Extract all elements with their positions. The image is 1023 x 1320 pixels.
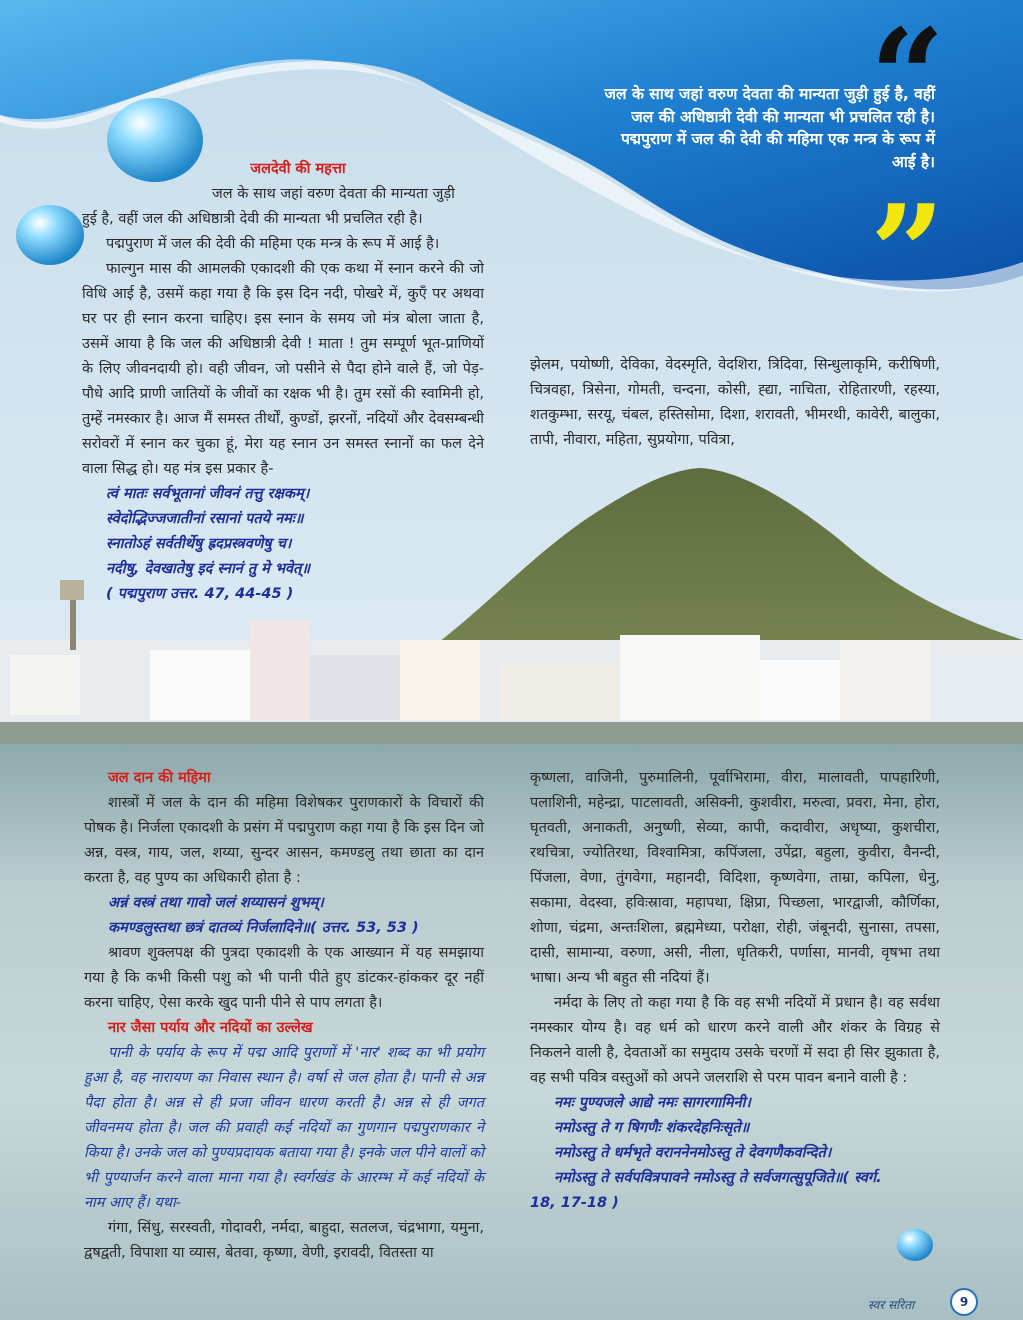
shloka-line: नमोऽस्तु ते धर्मभृते वराननेनमोऽस्तु ते देवगणैकवन्दिते।: [554, 1145, 832, 1161]
shloka-line: नमोऽस्तु ते ग षिगणैः शंकरदेहनिःसृते॥: [554, 1120, 750, 1136]
paragraph: नर्मदा के लिए तो कहा गया है कि वह सभी नदियों में प्रधान है। वह सर्वथा नमस्कार योग्य है। वह धर्म को धारण करने वाली और शंकर के विग्रह से निकलने वाली है, देवताओं का समुदाय उसके चरणों में सदा ही सिर झुकाता है, वह सभी पवित्र वस्तुओं को अपने जलराशि से परम पावन बनाने वाली है :: [530, 995, 940, 1086]
paragraph: श्रावण शुक्लपक्ष की पुत्रदा एकादशी के एक आख्यान में यह समझाया गया है कि कभी किसी पशु को भी पानी पीते हुए डांटकर-हांककर दूर नहीं करना चाहिए, ऐसा करके खुद पानी पीने से पाप लगता है।: [84, 945, 484, 1011]
paragraph: शास्त्रों में जल के दान की महिमा विशेषकर पुराणकारों के विचारों की पोषक है। निर्जला एकादशी के प्रसंग में पद्मपुराण कहा गया है कि इस दिन जो अन्न, वस्त्र, गाय, जल, शय्या, सुन्दर आसन, कमण्डलु तथा छाता का दान करता है, वह पुण्य का अधिकारी होता है :: [84, 795, 484, 886]
shloka-line: स्वेदोद्भिज्जजातीनां रसानां पतये नमः॥: [106, 511, 304, 527]
shloka-line: स्नातोऽहं सर्वतीर्थेषु ह्रदप्रस्त्रवणेषु च।: [106, 536, 292, 552]
shloka-line: अन्नं वस्त्रं तथा गावो जलं शय्यासनं शुभम्।: [108, 895, 324, 911]
section-heading: जलदेवी की महत्ता: [250, 161, 346, 177]
section-jaldevi: [82, 157, 484, 607]
section-heading: नार जैसा पर्याय और नदियों का उल्लेख: [108, 1020, 313, 1036]
shloka-line: नदीषु, देवखातेषु इदं स्नानं तु मे भवेत्॥: [106, 561, 311, 577]
paragraph: गंगा, सिंधु, सरस्वती, गोदावरी, नर्मदा, बाहुदा, सतलज, चंद्रभागा, यमुना, द्वषद्वती, विपाशा या व्यास, बेतवा, कृष्णा, वेणी, इरावदी, वितस्ता या: [84, 1220, 484, 1261]
open-quote-mark: “: [870, 0, 945, 153]
intro-line-3: पद्मपुराण में जल की देवी की महिमा एक मन्त्र के रूप में आई है।: [106, 236, 440, 252]
shloka-line: नमोऽस्तु ते सर्वपवित्रपावने नमोऽस्तु ते सर्वजगत्सुपूजिते॥( स्वर्ग.: [554, 1170, 882, 1186]
page-number: 9: [950, 1288, 978, 1316]
river-list-bottom: [530, 766, 940, 1216]
river-list-top: [530, 353, 940, 453]
shloka-reference: 18, 17-18 ): [530, 1195, 619, 1211]
pull-quote: जल के साथ जहां वरुण देवता की मान्यता जुड़ी हुई है, वहीं जल की अधिष्ठात्री देवी की मान्यता भी प्रचलित रही है। पद्मपुराण में जल की देवी की महिमा एक मन्त्र के रूप में आई है।: [604, 85, 935, 171]
intro-line-2: हुई है, वहीं जल की अधिष्ठात्री देवी की मान्यता भी प्रचलित रही है।: [82, 211, 423, 227]
section-jaldaan: [84, 766, 484, 1266]
paragraph: पानी के पर्याय के रूप में पद्म आदि पुराणों में 'नार' शब्द का भी प्रयोग हुआ है, वह नारायण का निवास स्थान है। वर्षा से जल होता है। पानी से अन्न पैदा होता है। अन्न से ही प्रजा जीवन धारण करती है। अन्न से ही जगत जीवनमय होता है। जल की प्रवाही कई नदियों का गुणगान पद्मपुराणकार ने किया है। उनके जल को पुण्यप्रदायक बताया गया है। इनके जल पीने वालों को भी पुण्यार्जन करने वाला माना गया है। स्वर्गखंड के आरम्भ में कई नदियों के नाम आए हैं। यथा-: [84, 1045, 484, 1211]
magazine-name: स्वर सरिता: [868, 1298, 915, 1312]
shloka-line: नमः पुण्यजले आद्ये नमः सागरगामिनी।: [554, 1095, 751, 1111]
intro-line-1: जल के साथ जहां वरुण देवता की मान्यता जुड़ी: [212, 186, 455, 202]
river-list-text: कृष्णला, वाजिनी, पुरुमालिनी, पूर्वाभिरामा, वीरा, मालावती, पापहारिणी, पलाशिनी, महेन्द्रा, पाटलावती, असिक्नी, कुशवीरा, मरुत्वा, प्रवरा, मेना, होरा, घृतवती, अनाकती, अनुष्णी, सेव्या, कापी, कदावीरा, अधृष्या, कुशचीरा, रथचित्रा, ज्योतिरथा, विश्वामित्रा, कपिंजला, उपेंद्रा, बहुला, कुवीरा, वैनन्दी, पिंजला, वेणा, तुंगवेगा, महानदी, विदिशा, कृष्णवेगा, ताम्रा, कपिला, धेनु, सकामा, वेदस्वा, हविःस्रावा, महापथा, क्षिप्रा, पिच्छला, भारद्वाजी, कौर्णिका, शोणा, चंद्रमा, अन्तःशिला, ब्रह्ममेध्या, परोक्षा, रोही, जंबूनदी, सुनासा, तपसा, दासी, सामान्या, वरुणा, असी, नीला, धृतिकरी, पर्णासा, मानवी, वृषभा तथा भाषा। अन्य भी बहुत सी नदियां हैं।: [530, 770, 940, 986]
close-quote-mark: ”: [870, 176, 945, 329]
section-heading: जल दान की महिमा: [108, 770, 211, 786]
shloka-line: त्वं मातः सर्वभूतानां जीवनं तत्तु रक्षकम्।: [106, 486, 310, 502]
river-list-text: झेलम, पयोष्णी, देविका, वेदस्मृति, वेदशिरा, त्रिदिवा, सिन्धुलाकृमि, करीषिणी, चित्रवहा, त्रिसेना, गोमती, चन्दना, कोसी, ह्द्या, नाचिता, रोहितारणी, रहस्या, शतकुम्भा, सरयू, चंबल, हस्तिसोमा, दिशा, शरावती, भीमरथी, कावेरी, बालुका, तापी, नीवारा, महिता, सुप्रयोगा, पवित्रा,: [530, 357, 940, 448]
paragraph: फाल्गुन मास की आमलकी एकादशी की एक कथा में स्नान करने की जो विधि आई है, उसमें कहा गया है कि इस दिन नदी, पोखरे में, कुएँ पर अथवा घर पर ही स्नान करना चाहिए। इस स्नान के समय जो मंत्र बोला जाता है, उसमें आया है कि जल की अधिष्ठात्री देवी ! माता ! तुम सम्पूर्ण भूत-प्राणियों के लिए जीवनदायी हो। वही जीवन, जो पसीने से पैदा होने वाले हैं, जो पेड़-पौधे आदि प्राणी जातियों के जीवों का रक्षक भी है। तुम रसों की स्वामिनी हो, तुम्हें नमस्कार है। आज मैं समस्त तीर्थों, कुण्डों, झरनों, नदियों और देवसम्बन्धी सरोवरों में स्नान कर चुका हूं, मेरा यह स्नान उन समस्त स्नानों का फल देने वाला सिद्ध हो। यह मंत्र इस प्रकार है-: [82, 261, 484, 477]
shloka-reference: ( पद्मपुराण उत्तर. 47, 44-45 ): [106, 586, 294, 602]
shloka-line: कमण्डलुस्तथा छत्रं दातव्यं निर्जलादिने॥( उत्तर. 53, 53 ): [108, 920, 419, 936]
